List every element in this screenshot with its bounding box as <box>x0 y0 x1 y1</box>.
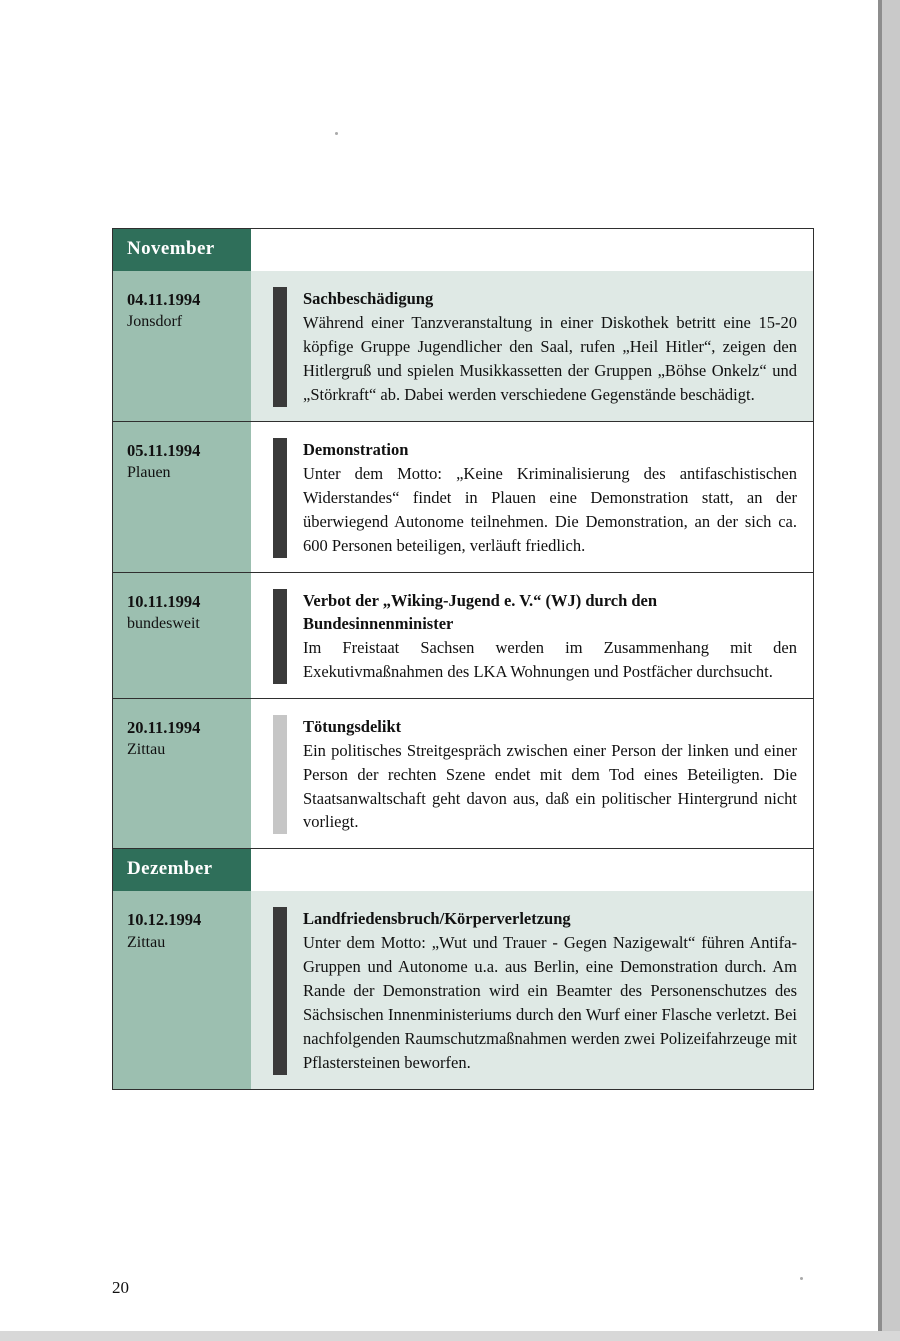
entry-title: Tötungsdelikt <box>303 716 402 736</box>
month-body-empty <box>251 849 813 891</box>
date-cell <box>113 891 251 1089</box>
entry-text-block <box>303 907 797 1075</box>
entry-date: 10.12.1994 <box>127 910 202 930</box>
scan-edge-right-line <box>878 0 882 1341</box>
entry-description: Während einer Tanzveranstaltung in einer Diskothek betritt eine 15-20 köpfige Gruppe Jugendlicher den Saal, rufen „Heil Hitler“, zeigen den Hitlergruß und spielen Musikkassetten der Gruppen „Böhse Onkelz“ und „Störkraft“ ab. Dabei werden verschiedene Gegenstände beschädigt. <box>303 313 797 404</box>
entry-place: Plauen <box>127 464 171 482</box>
entry-body <box>251 699 813 849</box>
entry-marker-bar <box>273 907 287 1075</box>
page-number: 20 <box>112 1278 129 1297</box>
date-cell <box>113 271 251 421</box>
table-row <box>113 271 813 421</box>
entry-body <box>251 422 813 572</box>
scan-speck <box>335 132 338 135</box>
table-row-month <box>113 849 813 891</box>
entry-text-block <box>303 287 797 407</box>
entry-text-block <box>303 589 797 684</box>
chronicle-table <box>112 228 814 1090</box>
month-label: November <box>127 238 215 259</box>
month-body-empty <box>251 229 813 271</box>
entry-marker-bar <box>273 589 287 684</box>
entry-description: Im Freistaat Sachsen werden im Zusammenhang mit den Exekutivmaßnahmen des LKA Wohnungen und Postfächer durchsucht. <box>303 637 797 681</box>
date-cell <box>113 699 251 849</box>
scan-edge-right <box>882 0 900 1341</box>
entry-date: 10.11.1994 <box>127 591 201 611</box>
entry-body <box>251 271 813 421</box>
scan-speck <box>800 1277 803 1280</box>
entry-body <box>251 573 813 698</box>
entry-body <box>251 891 813 1089</box>
scan-edge-bottom <box>0 1331 900 1341</box>
entry-place: Zittau <box>127 933 166 951</box>
month-cell <box>113 849 251 891</box>
entry-date: 20.11.1994 <box>127 717 201 737</box>
entry-text-block <box>303 715 797 835</box>
entry-title: Landfriedensbruch/Körperverletzung <box>303 909 571 929</box>
entry-date: 05.11.1994 <box>127 440 201 460</box>
date-cell <box>113 573 251 698</box>
table-row <box>113 573 813 698</box>
month-label: Dezember <box>127 858 213 880</box>
entry-date: 04.11.1994 <box>127 290 201 309</box>
table-row <box>113 422 813 572</box>
entry-place: Jonsdorf <box>127 313 183 331</box>
entry-place: Zittau <box>127 740 166 758</box>
entry-title: Sachbeschädigung <box>303 289 434 308</box>
entry-marker-bar <box>273 715 287 835</box>
entry-marker-bar <box>273 438 287 558</box>
entry-place: bundesweit <box>127 614 200 632</box>
entry-title: Verbot der „Wiking-Jugend e. V.“ (WJ) durch den Bundesinnenminister <box>303 590 658 633</box>
entry-text-block <box>303 438 797 558</box>
table-row-month <box>113 229 813 271</box>
table-row <box>113 891 813 1089</box>
entry-description: Ein politisches Streitgespräch zwischen einer Person der linken und einer Person der rechten Szene endet mit dem Tod eines Beteiligten. Die Staatsanwaltschaft geht davon aus, daß ein politischer Hintergrund nicht vorliegt. <box>303 740 797 832</box>
month-cell <box>113 229 251 271</box>
entry-description: Unter dem Motto: „Keine Kriminalisierung des antifaschistischen Widerstandes“ findet in Plauen eine Demonstration statt, an der überwiegend Autonome teilnehmen. Die Demonstration, an der sich ca. 600 Personen beteiligen, verläuft friedlich. <box>303 463 797 555</box>
date-cell <box>113 422 251 572</box>
entry-title: Demonstration <box>303 439 409 459</box>
table-row <box>113 699 813 849</box>
entry-description: Unter dem Motto: „Wut und Trauer - Gegen Nazigewalt“ führen Antifa-Gruppen und Autonome u.a. aus Berlin, eine Demonstration durch. Am Rande der Demonstration wird ein Beamter des Personenschutzes des Sächsischen Innenministeriums durch den Wurf einer Flasche verletzt. Bei nachfolgenden Raumschutzmaßnahmen werden zwei Polizeifahrzeuge mit Pflastersteinen beworfen. <box>303 933 797 1073</box>
entry-marker-bar <box>273 287 287 407</box>
